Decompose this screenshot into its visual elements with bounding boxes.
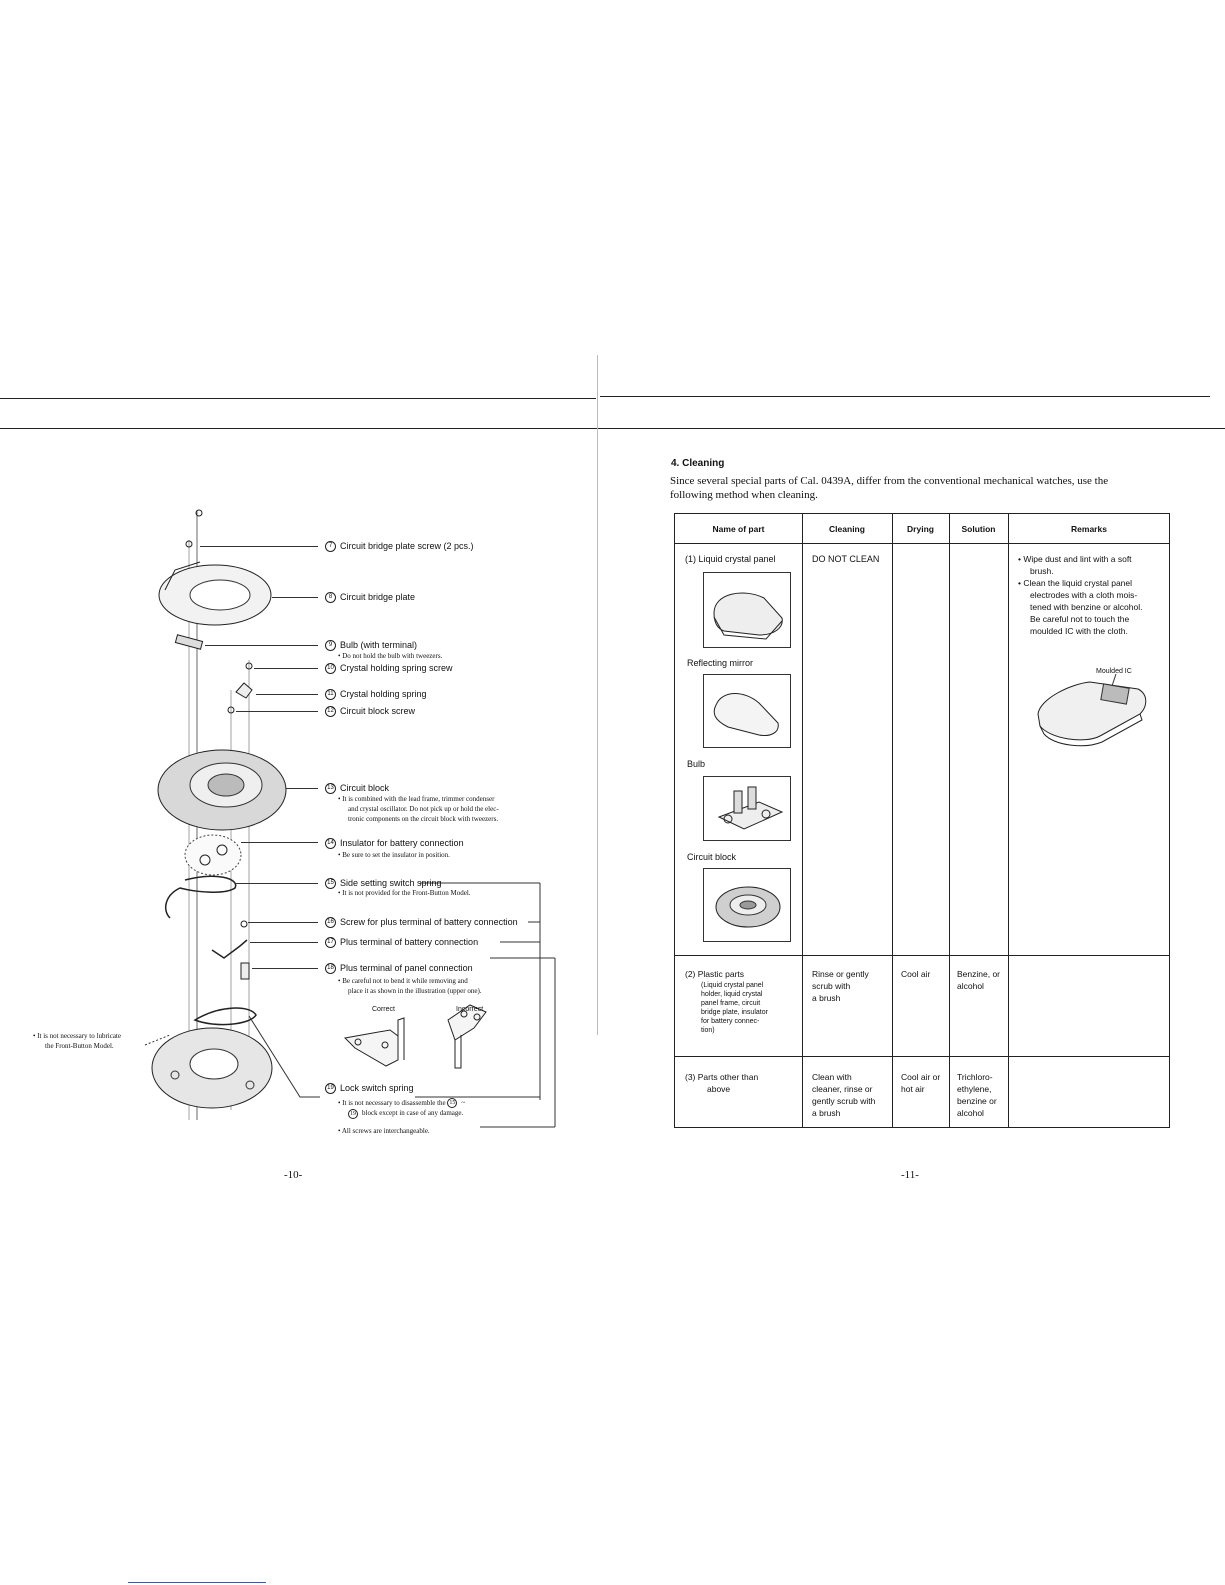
label-circuit-block <box>325 783 389 794</box>
row3-name <box>685 1071 758 1095</box>
row2-drying: Cool air <box>901 969 931 979</box>
note-line: • It is not necessary to lubricate <box>33 1031 121 1041</box>
note-line: place it as shown in the illustration (upper one). <box>348 987 482 995</box>
leader-10 <box>254 668 318 669</box>
lcd-panel-drawing <box>704 573 792 649</box>
second-rule <box>0 428 1225 429</box>
callout-10: 10 <box>325 663 336 674</box>
note-screws: • All screws are interchangeable. <box>338 1126 430 1136</box>
leader-16 <box>248 922 318 923</box>
leader-14 <box>241 842 318 843</box>
label-circuit-block-screw <box>325 706 415 717</box>
label-insulator <box>325 838 464 849</box>
callout-17: 17 <box>325 937 336 948</box>
label-circuit-bridge-plate-screw <box>325 541 474 552</box>
detail-line: holder, liquid crystal <box>701 991 763 998</box>
tilde: ~ <box>461 1099 466 1107</box>
label-text: Circuit bridge plate screw (2 pcs.) <box>340 541 474 551</box>
note-plus-panel <box>338 976 482 996</box>
note-line: • Be careful not to bend it while removing and <box>338 976 482 986</box>
note-line: • It is not necessary to disassemble the 15 ~ <box>338 1098 465 1108</box>
cleaning-line: gently scrub with <box>812 1096 876 1106</box>
note-insulator: • Be sure to set the insulator in position. <box>338 850 450 860</box>
page-number-right: -11- <box>901 1169 919 1181</box>
row3-cleaning <box>812 1071 875 1119</box>
mirror-drawing <box>704 675 792 749</box>
exploded-parts-illustration <box>0 500 600 1200</box>
cleaning-line: cleaner, rinse or <box>812 1084 873 1094</box>
detail-line: (Liquid crystal panel <box>701 982 764 989</box>
note-line: the Front-Button Model. <box>45 1042 114 1050</box>
top-rule-right <box>600 396 1210 397</box>
drying-line: Cool air or <box>901 1072 941 1082</box>
name-line: above <box>707 1084 731 1094</box>
cleaning-line: a brush <box>812 1108 841 1118</box>
row2-name: (2) Plastic parts <box>685 969 745 979</box>
note-line: • It is combined with the lead frame, trimmer condenser <box>338 794 499 804</box>
row3-drying <box>901 1071 940 1095</box>
callout-16: 16 <box>325 917 336 928</box>
leader-18 <box>252 968 318 969</box>
solution-line: Benzine, or <box>957 969 1000 979</box>
section-title: 4. Cleaning <box>671 458 725 469</box>
row2-detail <box>701 981 797 1035</box>
note-lubricate <box>33 1031 121 1051</box>
cleaning-line: a brush <box>812 993 841 1003</box>
label-text: Insulator for battery connection <box>340 838 464 848</box>
label-text: Circuit bridge plate <box>340 592 416 602</box>
page-number-left: -10- <box>284 1169 303 1181</box>
callout-9: 9 <box>325 640 336 651</box>
callout-11: 11 <box>325 689 336 700</box>
detail-line: for battery connec- <box>701 1018 760 1025</box>
moulded-ic-label: Moulded IC <box>1096 668 1132 675</box>
header-cleaning: Cleaning <box>829 524 865 534</box>
label-bulb <box>325 640 417 651</box>
leader-7 <box>200 546 318 547</box>
label-correct: Correct <box>372 1006 395 1013</box>
row2-solution <box>957 968 1000 992</box>
row1-remarks <box>1018 553 1168 637</box>
label-crystal-holding-spring <box>325 689 427 700</box>
header-drying: Drying <box>907 524 934 534</box>
header-solution: Solution <box>961 524 996 534</box>
bulb-drawing <box>704 777 792 842</box>
top-rule-left <box>0 398 596 399</box>
solution-line: Trichloro- <box>957 1072 993 1082</box>
note-bulb: • Do not hold the bulb with tweezers. <box>338 651 442 661</box>
label-text: Plus terminal of battery connection <box>340 937 479 947</box>
callout-12: 12 <box>325 706 336 717</box>
callout-19: 19 <box>325 1083 336 1094</box>
row-divider <box>675 1056 1169 1057</box>
label-lock-switch-spring <box>325 1083 414 1094</box>
drying-line: hot air <box>901 1084 925 1094</box>
note-line: tronic components on the circuit block with tweezers. <box>348 815 499 823</box>
circuit-block-illustration <box>703 868 791 942</box>
remark-line: • Wipe dust and lint with a soft <box>1018 553 1168 565</box>
leader-13 <box>286 788 318 789</box>
lcd-panel-illustration <box>703 572 791 648</box>
solution-line: alcohol <box>957 981 984 991</box>
leader-15 <box>236 883 318 884</box>
callout-14: 14 <box>325 838 336 849</box>
cleaning-table <box>674 513 1170 1128</box>
col-divider <box>802 514 803 1128</box>
leader-11 <box>256 694 318 695</box>
label-text: Screw for plus terminal of battery connection <box>340 917 518 927</box>
label-text: Crystal holding spring <box>340 689 427 699</box>
remark-line: tened with benzine or alcohol. <box>1030 602 1143 612</box>
col-divider <box>892 514 893 1128</box>
intro-line-1: Since several special parts of Cal. 0439A, differ from the conventional mechanical watches, use the <box>670 475 1109 487</box>
callout-15: 15 <box>325 878 336 889</box>
row1-sub-circuit-block: Circuit block <box>687 852 737 862</box>
leader-9 <box>205 645 318 646</box>
cleaning-line: Clean with <box>812 1072 852 1082</box>
bulb-illustration <box>703 776 791 841</box>
callout-8: 8 <box>325 592 336 603</box>
header-remarks: Remarks <box>1071 524 1107 534</box>
note-side-switch: • It is not provided for the Front-Button Model. <box>338 888 471 898</box>
circuit-block-drawing <box>704 869 792 943</box>
note-circuit-block <box>338 794 499 824</box>
cleaning-line: Rinse or gently <box>812 969 869 979</box>
solution-line: alcohol <box>957 1108 984 1118</box>
label-text: Plus terminal of panel connection <box>340 963 473 973</box>
mirror-illustration <box>703 674 791 748</box>
label-screw-plus-terminal <box>325 917 518 928</box>
label-text: Crystal holding spring screw <box>340 663 453 673</box>
label-text: Circuit block screw <box>340 706 416 716</box>
callout-13: 13 <box>325 783 336 794</box>
intro-line-2: following method when cleaning. <box>670 489 818 501</box>
row-divider <box>675 955 1169 956</box>
row1-sub-reflecting-mirror: Reflecting mirror <box>687 658 754 668</box>
row1-name: (1) Liquid crystal panel <box>685 554 776 564</box>
row3-solution <box>957 1071 997 1119</box>
leader-8 <box>272 597 318 598</box>
detail-line: bridge plate, insulator <box>701 1009 768 1016</box>
label-text: Bulb (with terminal) <box>340 640 418 650</box>
label-plus-terminal-panel <box>325 963 473 974</box>
label-incorrect: Incorrect <box>456 1006 484 1013</box>
remark-line: electrodes with a cloth mois- <box>1030 590 1138 600</box>
name-line: (3) Parts other than <box>685 1072 759 1082</box>
remark-line: Be careful not to touch the <box>1030 614 1130 624</box>
row1-sub-bulb: Bulb <box>687 759 706 769</box>
note-lock-switch <box>338 1098 465 1119</box>
label-text: Lock switch spring <box>340 1083 414 1093</box>
cleaning-line: scrub with <box>812 981 851 991</box>
row2-cleaning <box>812 968 869 1004</box>
leader-17 <box>250 942 318 943</box>
callout-7: 7 <box>325 541 336 552</box>
detail-line: tion) <box>701 1027 715 1034</box>
row-divider <box>675 543 1169 544</box>
note-line: and crystal oscillator. Do not pick up or hold the elec- <box>348 805 499 813</box>
row1-cleaning: DO NOT CLEAN <box>812 554 880 564</box>
remark-line: moulded IC with the cloth. <box>1030 626 1128 636</box>
leader-12 <box>236 711 318 712</box>
solution-line: benzine or <box>957 1096 997 1106</box>
solution-line: ethylene, <box>957 1084 992 1094</box>
callout-18: 18 <box>325 963 336 974</box>
remark-line: • Clean the liquid crystal panel <box>1018 577 1168 589</box>
remark-line: brush. <box>1030 566 1054 576</box>
moulded-ic-drawing <box>1030 674 1160 754</box>
note-line: 19 block except in case of any damage. <box>350 1109 464 1118</box>
bottom-scan-line <box>128 1582 266 1583</box>
label-crystal-holding-spring-screw <box>325 663 453 674</box>
label-text: Side setting switch spring <box>340 878 442 888</box>
label-plus-terminal-battery <box>325 937 478 948</box>
header-name-of-part: Name of part <box>712 524 765 534</box>
col-divider <box>1008 514 1009 1128</box>
label-circuit-bridge-plate <box>325 592 415 603</box>
col-divider <box>949 514 950 1128</box>
detail-line: panel frame, circuit <box>701 1000 761 1007</box>
label-text: Circuit block <box>340 783 390 793</box>
